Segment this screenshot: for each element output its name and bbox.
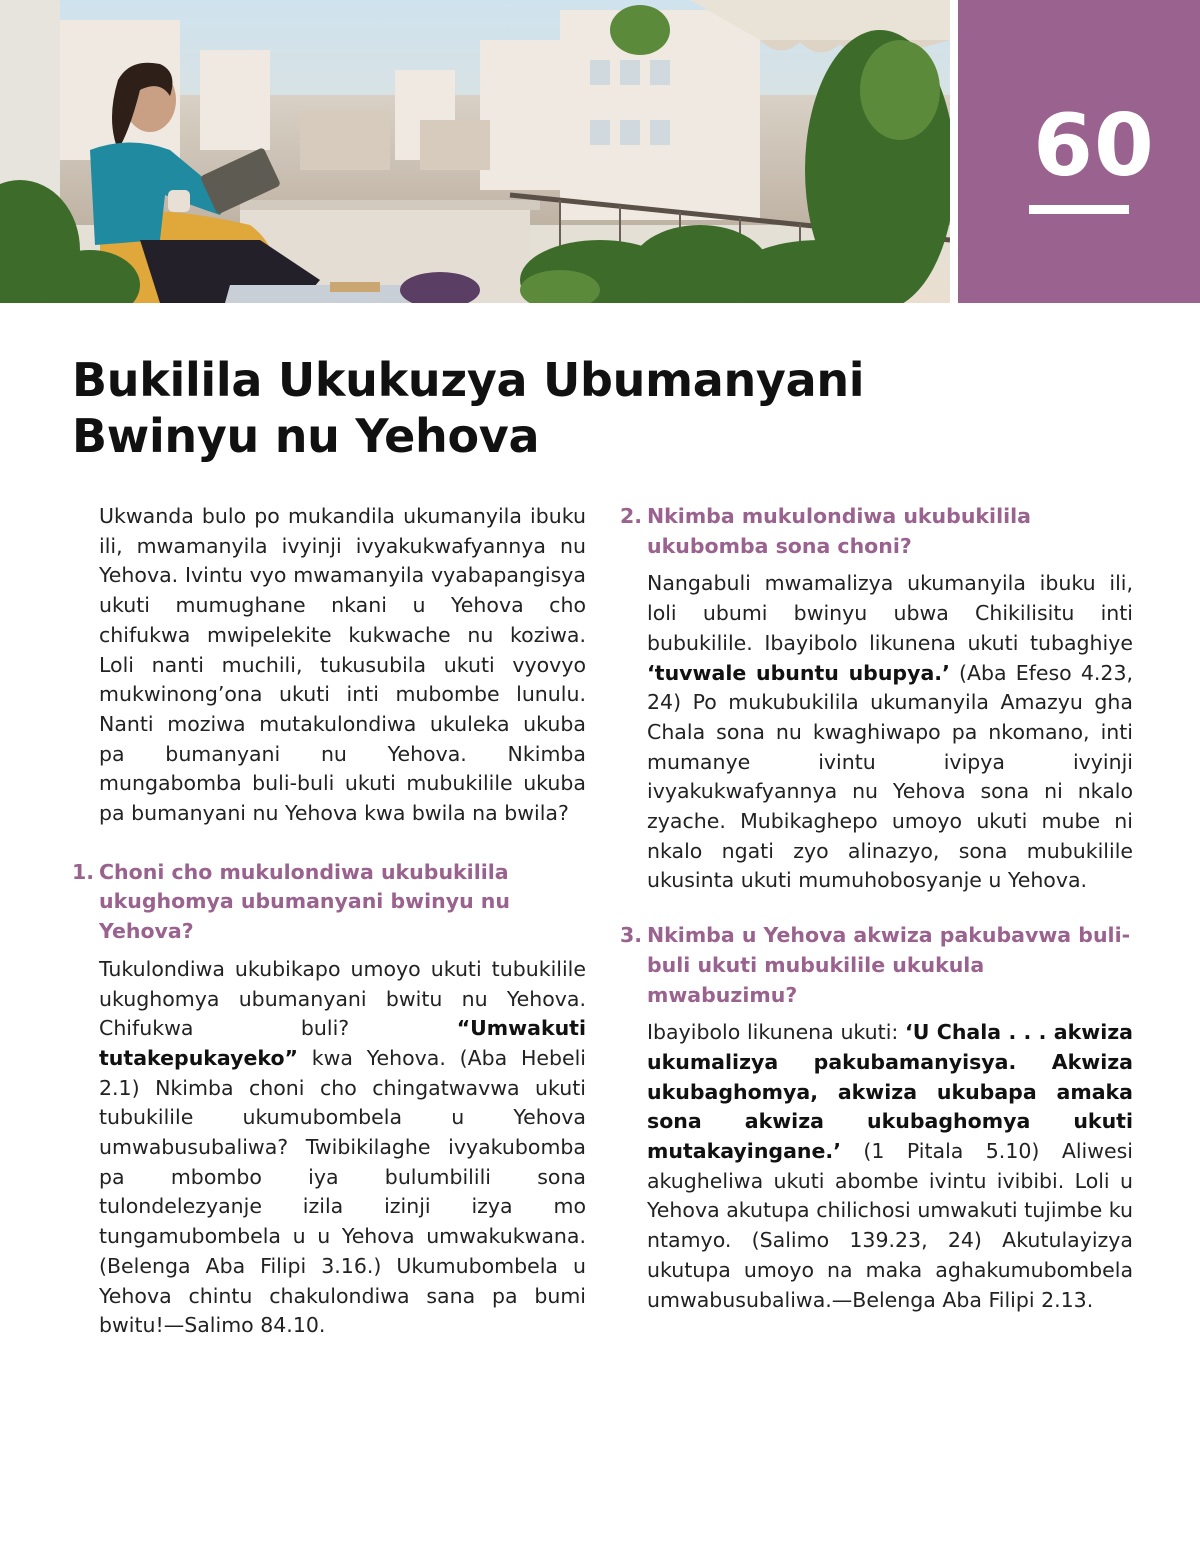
section-number: 3. (620, 923, 643, 948)
scripture-quote: ‘tuvwale ubuntu ubupya.’ (647, 660, 950, 685)
right-column (620, 502, 1133, 1315)
section-body (620, 1018, 1133, 1315)
body-text: Nangabuli mwamalizya ukumanyila ibuku ili, loli ubumi bwinyu ubwa Chikilisitu inti bubukilile. Ibayibolo likunena ukuti tubaghiye (647, 571, 1133, 655)
section-question (620, 502, 1133, 561)
body-text: (1 Pitala 5.10) Aliwesi akugheliwa ukuti abombe ivintu ivibibi. Loli u Yehova akutupa chilichosi umwakuti tujimbe ku ntamyo. (Salimo 139.23, 24) Akutulayizya ukutupa umoyo na maka aghakumubombela umwabusubaliwa.—Belenga Aba Filipi 2.13. (647, 1139, 1133, 1312)
section-1 (72, 858, 586, 1341)
section-question (72, 858, 586, 947)
left-column (72, 502, 586, 1341)
badge-underline (1029, 205, 1129, 214)
section-body (72, 955, 586, 1341)
hero-photo (0, 0, 950, 303)
section-question-text: Choni cho mukulondiwa ukubukililа ukughomya ubumanyani bwinyu nu Yehova? (99, 859, 510, 944)
body-text: kwa Yehova. (Aba Hebeli 2.1) Nkimba choni cho chingatwavwa ukuti tubukilile ukumubombela u Yehova umwabusubaliwa? Twibikilaghe ivyakubomba pa mbombo iya bulumbilili sona tulondelezyanje izila izinji izya mo tungamubombela u u Yehova umwakukwana. (Belenga Aba Filipi 3.16.) Ukumubombela u Yehova chintu chakulondiwa sana pa bumi bwitu!—Salimo 84.10. (99, 1045, 586, 1338)
section-number: 2. (620, 504, 643, 528)
section-2 (620, 502, 1133, 896)
section-question-text: Nkimba u Yehova akwiza pakubavwa buli-buli ukuti mubukilile ukukula mwabuzimu? (647, 923, 1131, 1007)
section-number: 1. (72, 859, 95, 884)
section-body (620, 569, 1133, 896)
lesson-number: 60 (1033, 96, 1155, 196)
page-title (72, 352, 892, 464)
section-question (620, 921, 1133, 1010)
body-text: (Aba Efeso 4.23, 24) Po mukubukilila ukumanyila Amazyu gha Chala sona nu kwaghiwapo pa nkomano, inti mumanye ivintu ivipya ivyinji ivyakukwafyannya nu Yehova sona ni nkalo zyache. Mubikaghepo umoyo ukuti mube ni nkalo ngati zyo alinazyo, sona mubukilile ukusinta ukuti mumuhobosyanje u Yehova. (647, 660, 1134, 893)
body-text: Ibayibolo likunena ukuti: (647, 1020, 906, 1045)
lesson-badge (958, 0, 1200, 303)
body-text: Tukulondiwa ukubikapo umoyo ukuti tubukilile ukughomya ubumanyani bwitu nu Yehova. Chifukwa buli? (99, 956, 586, 1041)
intro-paragraph: Ukwanda bulo po mukandila ukumanyila ibuku ili, mwamanyila ivyinji ivyakukwafyannya nu Yehova. Ivintu vyo mwamanyila vyabapangisya ukuti mumughane nkani u Yehova cho chifukwa mwipelekite kukwache nu koziwa. Loli nanti muchili, tukusubila ukuti vyovyo mukwinong’ona ukuti inti mubombe lunulu. Nanti moziwa mutakulondiwa ukuleka ukuba pa bumanyani nu Yehova. Nkimba mungabomba buli-buli ukuti mubukilile ukuba pa bumanyani nu Yehova kwa bwila na bwila? (99, 504, 586, 826)
scripture-quote: ‘U Chala . . . akwiza ukumalizya pakubamanyisya. Akwiza ukubaghomya, akwiza ukubapa amaka sona akwiza ukubaghomya ukuti mutakayingane.’ (647, 1020, 1133, 1164)
scripture-quote: “Umwakuti tutakepukayeko” (99, 1016, 586, 1070)
section-question-text: Nkimba mukulondiwa ukubukilila ukubomba sona choni? (647, 504, 1031, 558)
section-3 (620, 921, 1133, 1315)
title-line-2: Bwinyu nu Yehova (72, 409, 540, 463)
title-line-1: Bukilila Ukukuzya Ubumanyani (72, 353, 865, 407)
